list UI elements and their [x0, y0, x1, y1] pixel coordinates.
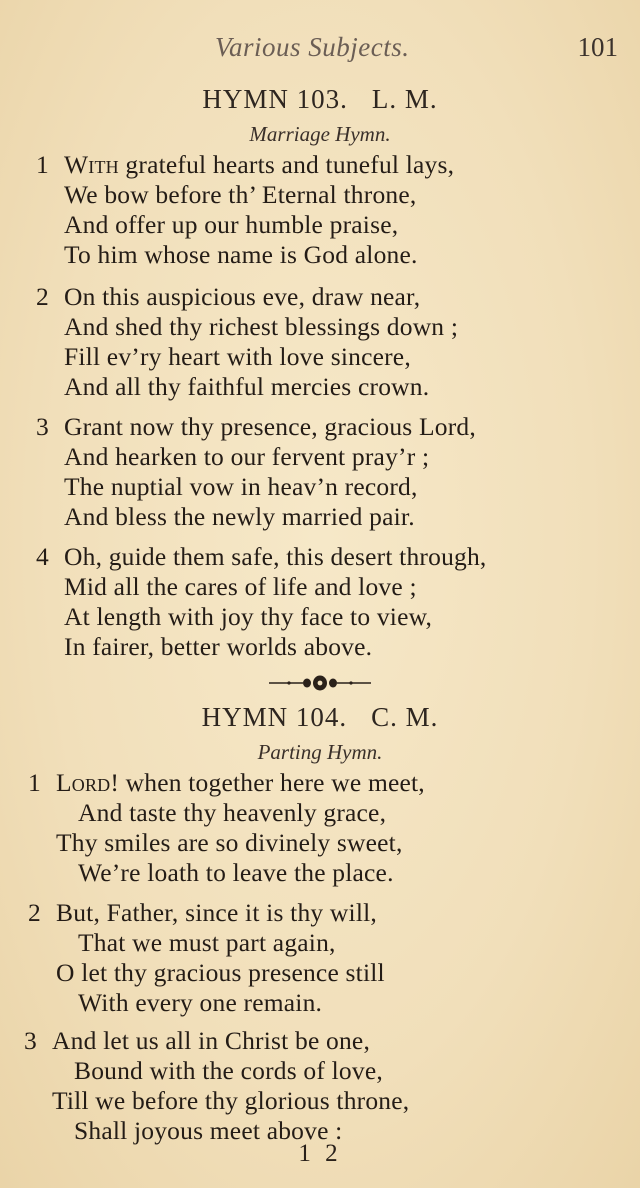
stanza-number: 2: [28, 898, 41, 927]
hymn-103-stanza-3: [36, 412, 626, 532]
verse-line: To him whose name is God alone.: [64, 240, 418, 269]
hymn-104-stanza-3: [24, 1026, 614, 1146]
verse-line: [36, 150, 626, 180]
page-number: 101: [577, 32, 618, 62]
verse-line: Shall joyous meet above :: [74, 1116, 343, 1145]
hymn-103-number: HYMN 103.: [202, 84, 348, 114]
verse-line: That we must part again,: [78, 928, 336, 957]
verse-line: With every one remain.: [78, 988, 323, 1017]
verse-line: In fairer, better worlds above.: [64, 632, 373, 661]
ornament-divider: [0, 672, 640, 694]
verse-line: 4 Oh, guide them safe, this desert through,: [36, 542, 487, 571]
verse-line-text: ! when together here we meet,: [110, 768, 425, 797]
verse-line: [28, 768, 618, 798]
hymn-104-title: [0, 702, 640, 733]
stanza-number: 2: [36, 282, 49, 311]
drop-word: Lord: [56, 768, 111, 797]
verse-line: We’re loath to leave the place.: [78, 858, 394, 887]
verse-line-text: grateful hearts and tuneful lays,: [118, 150, 455, 179]
verse-line: 2 But, Father, since it is thy will,: [28, 898, 377, 927]
page-header: [0, 28, 640, 68]
verse-line: Till we before thy glorious throne,: [52, 1086, 410, 1115]
hymn-104-meter: C. M.: [371, 702, 439, 732]
hymn-104-subtitle: Parting Hymn.: [257, 740, 383, 764]
stanza-number: 1: [36, 150, 49, 179]
verse-line: And offer up our humble praise,: [64, 210, 399, 239]
hymn-103-meter: L. M.: [371, 84, 438, 114]
verse-line: 2 On this auspicious eve, draw near,: [36, 282, 421, 311]
verse-line: Bound with the cords of love,: [74, 1056, 383, 1085]
verse-line: And all thy faithful mercies crown.: [64, 372, 430, 401]
verse-line: The nuptial vow in heav’n record,: [64, 472, 418, 501]
stanza-number: 3: [24, 1026, 37, 1055]
hymn-103-stanza-1: [36, 150, 626, 270]
verse-line: And taste thy heavenly grace,: [78, 798, 387, 827]
verse-line: Fill ev’ry heart with love sincere,: [64, 342, 411, 371]
verse-line: 3 Grant now thy presence, gracious Lord,: [36, 412, 476, 441]
verse-line: 3 And let us all in Christ be one,: [24, 1026, 371, 1055]
verse-line: Mid all the cares of life and love ;: [64, 572, 417, 601]
hymn-103-title: [0, 84, 640, 115]
running-head: Various Subjects.: [215, 32, 410, 62]
stanza-number: 3: [36, 412, 49, 441]
verse-line: Thy smiles are so divinely sweet,: [56, 828, 403, 857]
signature-mark: 1 2: [298, 1140, 342, 1167]
verse-line: And hearken to our fervent pray’r ;: [64, 442, 430, 471]
stanza-number: 1: [28, 768, 41, 797]
ornament-icon: [265, 672, 375, 694]
verse-line: At length with joy thy face to view,: [64, 602, 433, 631]
verse-line: O let thy gracious presence still: [56, 958, 385, 987]
stanza-number: 4: [36, 542, 49, 571]
hymn-103-stanza-4: [36, 542, 626, 662]
verse-line: We bow before th’ Eternal throne,: [64, 180, 417, 209]
hymn-103-stanza-2: [36, 282, 626, 402]
hymn-104-stanza-2: [28, 898, 618, 1018]
verse-line: And bless the newly married pair.: [64, 502, 415, 531]
hymn-104-stanza-1: [28, 768, 618, 888]
hymn-104-number: HYMN 104.: [201, 702, 348, 732]
hymn-103-subtitle: Marriage Hymn.: [249, 122, 391, 146]
verse-line: And shed thy richest blessings down ;: [64, 312, 459, 341]
drop-word: With: [64, 150, 119, 179]
